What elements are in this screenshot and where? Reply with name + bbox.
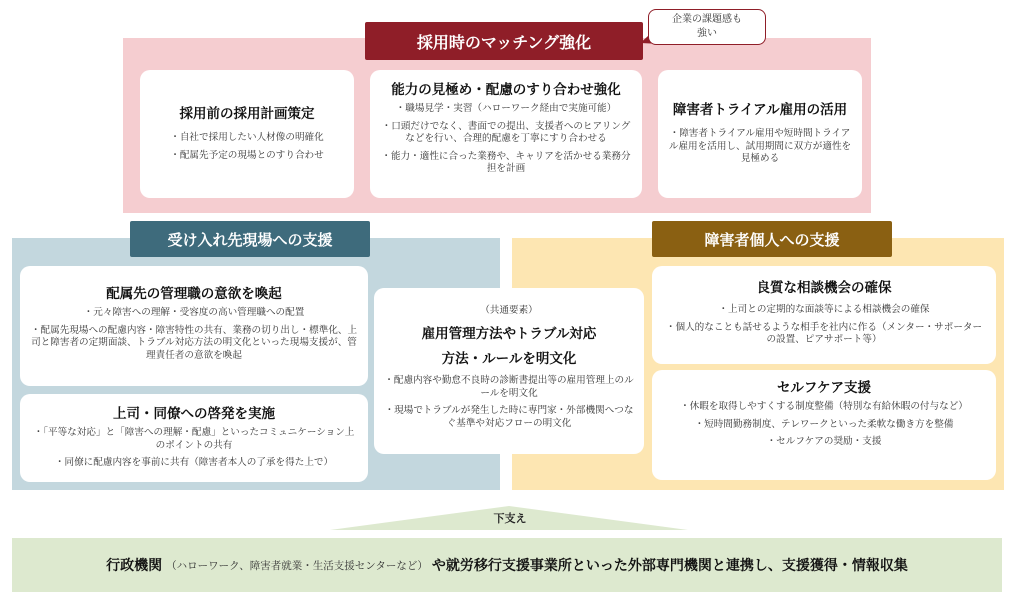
card-item: ・口頭だけでなく、書面での提出、支援者へのヒアリングなどを行い、合理的配慮を丁寧にすり合わせる <box>381 120 631 144</box>
card-recruitment-plan <box>140 70 354 198</box>
foundation-bar <box>12 538 1002 592</box>
card-colleague-awareness <box>20 394 368 482</box>
card-title: 良質な相談機会の確保 <box>756 280 892 296</box>
card-trial-employment <box>658 70 862 198</box>
card-item: ・能力・適性に合った業務や、キャリアを活かせる業務分担を計画 <box>381 150 631 174</box>
card-title: 上司・同僚への啓発を実施 <box>113 406 275 422</box>
card-item: ・セルフケアの奨励・支援 <box>766 436 882 447</box>
card-common-rules <box>374 288 644 454</box>
card-item: ・休暇を取得しやすくする制度整備（特別な有給休暇の付与など） <box>680 401 968 412</box>
callout-bubble <box>648 9 766 45</box>
card-item: ・上司との定期的な面談等による相談機会の確保 <box>718 304 930 315</box>
foundation-note: （ハローワーク、障害者就業・生活支援センターなど） <box>166 559 428 572</box>
card-title: 障害者トライアル雇用の活用 <box>672 102 848 118</box>
card-item: ・職場見学・実習（ハローワーク経由で実施可能） <box>395 103 617 114</box>
card-title: 能力の見極め・配慮のすり合わせ強化 <box>391 82 621 98</box>
card-item: ・「平等な対応」と「障害への理解・配慮」といったコミュニケーション上のポイントの共有 <box>33 427 355 451</box>
card-item: ・配属先予定の現場とのすり合わせ <box>170 149 324 161</box>
card-item: ・障害者トライアル雇用や短時間トライアル雇用を活用し、試用期間に双方が適性を見極める <box>668 128 852 164</box>
recruitment-header: 採用時のマッチング強化 <box>365 22 643 60</box>
workplace-support-header: 受け入れ先現場への支援 <box>130 221 370 257</box>
card-item: ・配属先現場への配慮内容・障害特性の共有、業務の切り出し・標準化、上司と障害者の定期面談、トラブル対応方法の明文化といった現場支援が、管理責任者の意欲を喚起 <box>30 324 358 361</box>
card-title: 配属先の管理職の意欲を喚起 <box>106 286 282 302</box>
foundation-main-2: や就労移行支援事業所といった外部専門機関と連携し、支援獲得・情報収集 <box>431 558 908 574</box>
card-item: ・元々障害への理解・受容度の高い管理職への配置 <box>83 307 305 318</box>
card-selfcare <box>652 370 996 480</box>
card-title: セルフケア支援 <box>776 380 872 396</box>
card-item: ・短時間勤務制度、テレワークといった柔軟な働き方を整備 <box>694 418 954 430</box>
card-item: ・個人的なことも話せるような相手を社内に作る（メンター・サポーターの設置、ピアサポート等） <box>665 321 983 345</box>
card-title-line-2: 方法・ルールを明文化 <box>441 351 577 367</box>
card-subtitle: （共通要素） <box>480 305 538 316</box>
card-ability-matching <box>370 70 642 198</box>
card-item: ・現場でトラブルが発生した時に専門家・外部機関へつなぐ基準や対応フローの明文化 <box>384 405 634 429</box>
foundation-label: 下支え <box>493 512 527 525</box>
card-consultation <box>652 266 996 364</box>
individual-support-header: 障害者個人への支援 <box>652 221 892 257</box>
callout-line-1: 企業の課題感も <box>672 14 742 25</box>
card-title: 採用前の採用計画策定 <box>179 106 315 122</box>
card-item: ・配慮内容や勤怠不良時の診断書提出等の雇用管理上のルールを明文化 <box>384 375 634 399</box>
card-item: ・自社で採用したい人材像の明確化 <box>170 132 324 143</box>
card-title-line-1: 雇用管理方法やトラブル対応 <box>421 326 597 342</box>
foundation-main-1: 行政機関 <box>106 558 163 574</box>
callout-line-2: 強い <box>697 28 717 39</box>
card-manager-motivation <box>20 266 368 386</box>
card-item: ・同僚に配慮内容を事前に共有（障害者本人の了承を得た上で） <box>54 457 334 468</box>
